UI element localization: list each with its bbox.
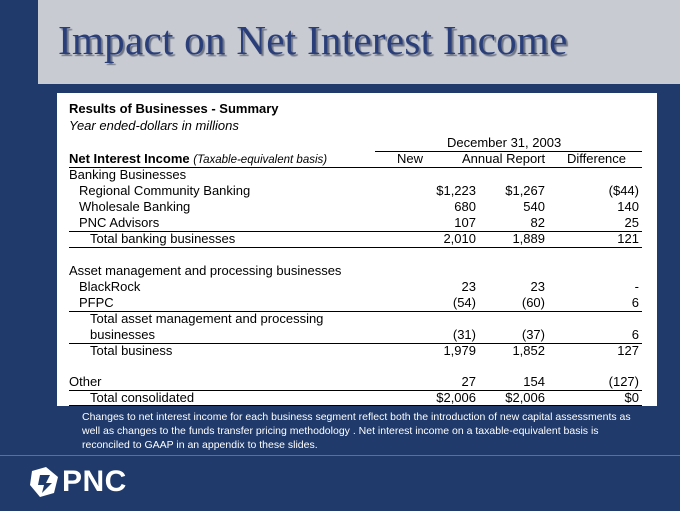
cell-annual-report: 1,852 bbox=[512, 343, 545, 358]
cell-new: 680 bbox=[454, 199, 476, 214]
cell-annual-report: 82 bbox=[530, 215, 545, 230]
row-label: Asset management and processing businesses bbox=[69, 263, 342, 278]
table-subcaption: Year ended-dollars in millions bbox=[69, 118, 239, 133]
row-label: Total asset management and processing bbox=[90, 311, 324, 326]
header-col-new: New bbox=[397, 151, 424, 166]
table-row bbox=[57, 199, 657, 215]
pnc-logo-text: PNC bbox=[62, 465, 127, 498]
header-qualifier: (Taxable-equivalent basis) bbox=[193, 154, 328, 166]
cell-difference: ($44) bbox=[608, 183, 639, 198]
cell-difference: $0 bbox=[624, 390, 639, 405]
cell-annual-report: $1,267 bbox=[505, 183, 545, 198]
cell-new: 2,010 bbox=[443, 231, 476, 246]
table-row bbox=[57, 167, 657, 183]
table-row bbox=[57, 343, 657, 359]
cell-new: 107 bbox=[454, 215, 476, 230]
cell-new: $1,223 bbox=[436, 183, 476, 198]
header-col-difference: Difference bbox=[567, 151, 627, 166]
row-label: Other bbox=[69, 374, 102, 389]
cell-new: (54) bbox=[452, 295, 476, 310]
table-row bbox=[57, 390, 657, 406]
row-label: Total business bbox=[90, 343, 173, 358]
table-row bbox=[57, 374, 657, 390]
cell-annual-report: (37) bbox=[521, 327, 545, 342]
row-label: Total consolidated bbox=[90, 390, 195, 405]
table-caption: Results of Businesses - Summary bbox=[69, 101, 279, 116]
cell-new: 1,979 bbox=[443, 343, 476, 358]
grand-total-rule bbox=[69, 405, 642, 406]
period-label: December 31, 2003 bbox=[447, 135, 562, 150]
cell-annual-report: $2,006 bbox=[505, 390, 545, 405]
header-label-text: Net Interest Income bbox=[69, 151, 190, 166]
table-row bbox=[57, 183, 657, 199]
cell-difference: (127) bbox=[608, 374, 639, 389]
summary-table-panel bbox=[57, 93, 657, 406]
cell-new: $2,006 bbox=[436, 390, 476, 405]
header-col-annual-report: Annual Report bbox=[462, 151, 546, 166]
cell-annual-report: 154 bbox=[523, 374, 545, 389]
table-row bbox=[57, 215, 657, 231]
total-rule bbox=[69, 247, 642, 248]
cell-annual-report: 1,889 bbox=[512, 231, 545, 246]
table-row bbox=[57, 295, 657, 311]
page-title: Impact on Net Interest Income bbox=[58, 17, 568, 63]
footnote: Changes to net interest income for each business segment reflect both the introduction of new capital assessments as well as changes to the funds transfer pricing methodology . Net interest income on a taxable-equivalent basis is reconciled to GAAP in an appendix to these slides. bbox=[82, 411, 631, 451]
cell-difference: 140 bbox=[617, 199, 639, 214]
table-header-row bbox=[57, 151, 657, 167]
table-row bbox=[57, 327, 657, 343]
cell-annual-report: 540 bbox=[523, 199, 545, 214]
header-label bbox=[69, 151, 327, 166]
table-row bbox=[57, 311, 657, 327]
table-row bbox=[57, 263, 657, 279]
cell-new: 23 bbox=[461, 279, 476, 294]
row-label: Regional Community Banking bbox=[79, 183, 251, 198]
cell-difference: 121 bbox=[617, 231, 639, 246]
cell-difference: 25 bbox=[624, 215, 639, 230]
row-label: Wholesale Banking bbox=[79, 199, 191, 214]
cell-difference: - bbox=[634, 279, 639, 294]
row-label: businesses bbox=[90, 327, 156, 342]
cell-annual-report: 23 bbox=[530, 279, 545, 294]
row-label: Banking Businesses bbox=[69, 167, 187, 182]
cell-difference: 6 bbox=[631, 327, 639, 342]
cell-new: (31) bbox=[452, 327, 476, 342]
row-label: Total banking businesses bbox=[90, 231, 236, 246]
table-row bbox=[57, 279, 657, 295]
row-label: PFPC bbox=[79, 295, 114, 310]
table-row bbox=[57, 231, 657, 247]
cell-difference: 6 bbox=[631, 295, 639, 310]
cell-new: 27 bbox=[461, 374, 476, 389]
cell-annual-report: (60) bbox=[521, 295, 545, 310]
row-label: PNC Advisors bbox=[79, 215, 160, 230]
cell-difference: 127 bbox=[617, 343, 639, 358]
row-label: BlackRock bbox=[79, 279, 141, 294]
